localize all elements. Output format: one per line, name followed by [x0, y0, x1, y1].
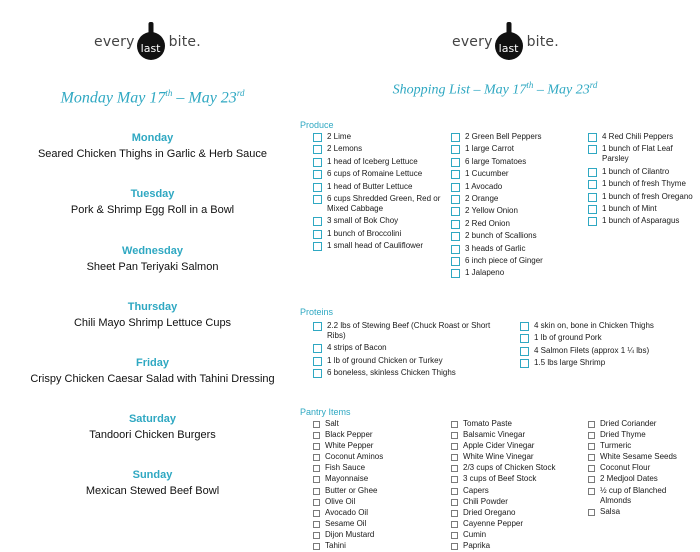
day-name: Tuesday	[130, 188, 175, 200]
list-item[interactable]: Paprika	[451, 541, 581, 551]
checkbox[interactable]	[451, 476, 458, 483]
logo-word-every: every	[452, 34, 493, 50]
list-item[interactable]: Dried Thyme	[588, 430, 696, 440]
produce-col-1	[313, 132, 441, 254]
skillet-icon	[494, 22, 526, 62]
day-monday	[20, 132, 285, 160]
produce-col-2	[451, 132, 581, 281]
list-item[interactable]: Apple Cider Vinegar	[451, 441, 581, 451]
checkbox[interactable]	[451, 207, 460, 216]
checkbox[interactable]	[588, 145, 597, 154]
logo-word-bite: bite.	[526, 34, 559, 50]
list-item[interactable]: 2/3 cups of Chicken Stock	[451, 463, 581, 473]
list-item[interactable]: 2 bunch of Scallions	[451, 231, 581, 241]
list-item[interactable]: 1 large Carrot	[451, 144, 581, 154]
checkbox[interactable]	[588, 488, 595, 495]
list-item[interactable]: 1 bunch of fresh Thyme	[588, 179, 696, 189]
list-item[interactable]: White Sesame Seeds	[588, 452, 696, 462]
list-item[interactable]: 1 lb of ground Chicken or Turkey	[313, 356, 491, 366]
checkbox[interactable]	[313, 510, 320, 517]
checkbox[interactable]	[451, 232, 460, 241]
shopping-list-title: Shopping List – May 17th – May 23rd	[392, 80, 598, 98]
day-name: Friday	[135, 357, 169, 369]
list-item[interactable]: 2 Yellow Onion	[451, 206, 581, 216]
checkbox[interactable]	[313, 432, 320, 439]
checkbox[interactable]	[313, 322, 322, 331]
list-item[interactable]: 2 Medjool Dates	[588, 474, 696, 484]
list-item[interactable]: Dijon Mustard	[313, 530, 441, 540]
produce-col-3	[588, 132, 696, 229]
list-item[interactable]: 2 Lemons	[313, 144, 441, 154]
checkbox[interactable]	[313, 499, 320, 506]
pantry-col-3	[588, 419, 696, 518]
checkbox[interactable]	[313, 369, 322, 378]
logo-word-last: last	[140, 42, 161, 55]
day-friday	[20, 357, 285, 385]
list-item[interactable]: 1 bunch of Cilantro	[588, 167, 696, 177]
day-name: Monday	[131, 132, 174, 144]
checkbox[interactable]	[451, 543, 458, 550]
proteins-heading: Proteins	[300, 307, 334, 317]
list-item[interactable]: 2.2 lbs of Stewing Beef (Chuck Roast or Short Ribs)	[313, 321, 491, 341]
day-meal: Seared Chicken Thighs in Garlic & Herb Sauce	[37, 148, 268, 160]
list-item[interactable]: 1 Cucumber	[451, 169, 581, 179]
list-item[interactable]: 4 Salmon Filets (approx 1 ¼ lbs)	[520, 346, 690, 356]
list-item[interactable]: 4 strips of Bacon	[313, 343, 491, 353]
logo-word-last: last	[498, 42, 519, 55]
list-item[interactable]: 2 Red Onion	[451, 219, 581, 229]
list-item[interactable]: 3 heads of Garlic	[451, 244, 581, 254]
checkbox[interactable]	[313, 170, 322, 179]
checkbox[interactable]	[451, 245, 460, 254]
list-item[interactable]: Chili Powder	[451, 497, 581, 507]
list-item[interactable]: Olive Oil	[313, 497, 441, 507]
produce-heading: Produce	[300, 120, 334, 130]
list-item[interactable]: 1 head of Iceberg Lettuce	[313, 157, 441, 167]
day-name: Saturday	[128, 413, 177, 425]
checkbox[interactable]	[451, 488, 458, 495]
checkbox[interactable]	[313, 543, 320, 550]
checkbox[interactable]	[313, 344, 322, 353]
checkbox[interactable]	[451, 499, 458, 506]
checkbox[interactable]	[313, 465, 320, 472]
checkbox[interactable]	[313, 217, 322, 226]
checkbox[interactable]	[588, 217, 597, 226]
checkbox[interactable]	[313, 476, 320, 483]
checkbox[interactable]	[313, 183, 322, 192]
checkbox[interactable]	[313, 195, 322, 204]
list-item[interactable]: Coconut Aminos	[313, 452, 441, 462]
checkbox[interactable]	[520, 334, 529, 343]
checkbox[interactable]	[313, 230, 322, 239]
day-saturday	[20, 413, 285, 441]
list-item[interactable]: 1 small head of Cauliflower	[313, 241, 441, 251]
list-item[interactable]: 1 lb of ground Pork	[520, 333, 690, 343]
checkbox[interactable]	[588, 205, 597, 214]
list-item[interactable]: Sesame Oil	[313, 519, 441, 529]
menu-title: Monday May 17th – May 23rd	[60, 88, 245, 107]
list-item[interactable]: Capers	[451, 486, 581, 496]
list-item[interactable]: Dried Coriander	[588, 419, 696, 429]
checkbox[interactable]	[588, 454, 595, 461]
day-tuesday	[20, 188, 285, 216]
checkbox[interactable]	[588, 168, 597, 177]
list-item[interactable]: Avocado Oil	[313, 508, 441, 518]
checkbox[interactable]	[520, 322, 529, 331]
list-item[interactable]: Coconut Flour	[588, 463, 696, 473]
list-item[interactable]: Dried Oregano	[451, 508, 581, 518]
list-item[interactable]: 4 Red Chili Peppers	[588, 132, 696, 142]
pantry-heading: Pantry Items	[300, 407, 351, 417]
list-item[interactable]: Black Pepper	[313, 430, 441, 440]
logo-word-bite: bite.	[168, 34, 201, 50]
list-item[interactable]: 1 Avocado	[451, 182, 581, 192]
list-item[interactable]: Turmeric	[588, 441, 696, 451]
checkbox[interactable]	[451, 257, 460, 266]
list-item[interactable]: White Pepper	[313, 441, 441, 451]
day-meal: Pork & Shrimp Egg Roll in a Bowl	[70, 204, 235, 216]
checkbox[interactable]	[451, 145, 460, 154]
day-name: Thursday	[127, 301, 178, 313]
checkbox[interactable]	[588, 443, 595, 450]
list-item[interactable]: ½ cup of Blanched Almonds	[588, 486, 696, 506]
list-item[interactable]: 6 cups of Romaine Lettuce	[313, 169, 441, 179]
list-item[interactable]: 2 Green Bell Peppers	[451, 132, 581, 142]
checkbox[interactable]	[451, 521, 458, 528]
list-item[interactable]: Cumin	[451, 530, 581, 540]
list-item[interactable]: Mayonnaise	[313, 474, 441, 484]
list-item[interactable]: 2 Orange	[451, 194, 581, 204]
checkbox[interactable]	[451, 454, 458, 461]
checkbox[interactable]	[313, 158, 322, 167]
checkbox[interactable]	[451, 133, 460, 142]
checkbox[interactable]	[313, 242, 322, 251]
day-meal: Mexican Stewed Beef Bowl	[85, 485, 220, 497]
checkbox[interactable]	[451, 432, 458, 439]
list-item[interactable]: 1.5 lbs large Shrimp	[520, 358, 690, 368]
checkbox[interactable]	[588, 193, 597, 202]
pantry-col-2	[451, 419, 581, 552]
list-item[interactable]: Fish Sauce	[313, 463, 441, 473]
list-item[interactable]: 4 skin on, bone in Chicken Thighs	[520, 321, 690, 331]
list-item[interactable]: Tahini	[313, 541, 441, 551]
day-meal: Chili Mayo Shrimp Lettuce Cups	[73, 317, 232, 329]
list-item[interactable]: 1 head of Butter Lettuce	[313, 182, 441, 192]
checkbox[interactable]	[588, 432, 595, 439]
checkbox[interactable]	[451, 443, 458, 450]
list-item[interactable]: 2 Lime	[313, 132, 441, 142]
list-item[interactable]: 6 inch piece of Ginger	[451, 256, 581, 266]
checkbox[interactable]	[313, 521, 320, 528]
checkbox[interactable]	[520, 359, 529, 368]
list-item[interactable]: 6 boneless, skinless Chicken Thighs	[313, 368, 491, 378]
list-item[interactable]: White Wine Vinegar	[451, 452, 581, 462]
list-item[interactable]: 1 bunch of Mint	[588, 204, 696, 214]
checkbox[interactable]	[451, 220, 460, 229]
logo-word-every: every	[94, 34, 135, 50]
checkbox[interactable]	[313, 145, 322, 154]
checkbox[interactable]	[520, 347, 529, 356]
checkbox[interactable]	[588, 133, 597, 142]
checkbox[interactable]	[313, 443, 320, 450]
list-item[interactable]: Balsamic Vinegar	[451, 430, 581, 440]
logo-right	[452, 22, 559, 62]
day-thursday	[20, 301, 285, 329]
checkbox[interactable]	[588, 180, 597, 189]
skillet-icon	[136, 22, 168, 62]
checkbox[interactable]	[451, 158, 460, 167]
proteins-col-2	[520, 321, 690, 371]
checkbox[interactable]	[313, 532, 320, 539]
day-sunday	[20, 469, 285, 497]
day-meal: Tandoori Chicken Burgers	[89, 429, 216, 441]
list-item[interactable]: Cayenne Pepper	[451, 519, 581, 529]
checkbox[interactable]	[588, 509, 595, 516]
list-item[interactable]: 1 bunch of Broccolini	[313, 229, 441, 239]
day-name: Sunday	[132, 469, 173, 481]
list-item[interactable]: 1 bunch of Asparagus	[588, 216, 696, 226]
checkbox[interactable]	[588, 421, 595, 428]
checkbox[interactable]	[451, 532, 458, 539]
list-item[interactable]: 1 Jalapeno	[451, 268, 581, 278]
checkbox[interactable]	[588, 465, 595, 472]
list-item[interactable]: Tomato Paste	[451, 419, 581, 429]
list-item[interactable]: 6 cups Shredded Green, Red or Mixed Cabbage	[313, 194, 441, 214]
day-wednesday	[20, 245, 285, 273]
checkbox[interactable]	[313, 357, 322, 366]
list-item[interactable]: 1 bunch of fresh Oregano	[588, 192, 696, 202]
checkbox[interactable]	[313, 488, 320, 495]
day-meal: Crispy Chicken Caesar Salad with Tahini Dressing	[30, 373, 275, 385]
checkbox[interactable]	[313, 454, 320, 461]
list-item[interactable]: Salt	[313, 419, 441, 429]
list-item[interactable]: 3 small of Bok Choy	[313, 216, 441, 226]
logo-left	[94, 22, 201, 62]
checkbox[interactable]	[313, 133, 322, 142]
pantry-col-1	[313, 419, 441, 552]
checkbox[interactable]	[451, 510, 458, 517]
checkbox[interactable]	[313, 421, 320, 428]
day-name: Wednesday	[122, 245, 183, 257]
checkbox[interactable]	[588, 476, 595, 483]
checkbox[interactable]	[451, 269, 460, 278]
checkbox[interactable]	[451, 183, 460, 192]
checkbox[interactable]	[451, 465, 458, 472]
checkbox[interactable]	[451, 421, 458, 428]
list-item[interactable]: 1 bunch of Flat Leaf Parsley	[588, 144, 696, 164]
checkbox[interactable]	[451, 195, 460, 204]
list-item[interactable]: 6 large Tomatoes	[451, 157, 581, 167]
list-item[interactable]: 3 cups of Beef Stock	[451, 474, 581, 484]
day-meal: Sheet Pan Teriyaki Salmon	[86, 261, 219, 273]
proteins-col-1	[313, 321, 491, 381]
checkbox[interactable]	[451, 170, 460, 179]
list-item[interactable]: Butter or Ghee	[313, 486, 441, 496]
list-item[interactable]: Salsa	[588, 507, 696, 517]
